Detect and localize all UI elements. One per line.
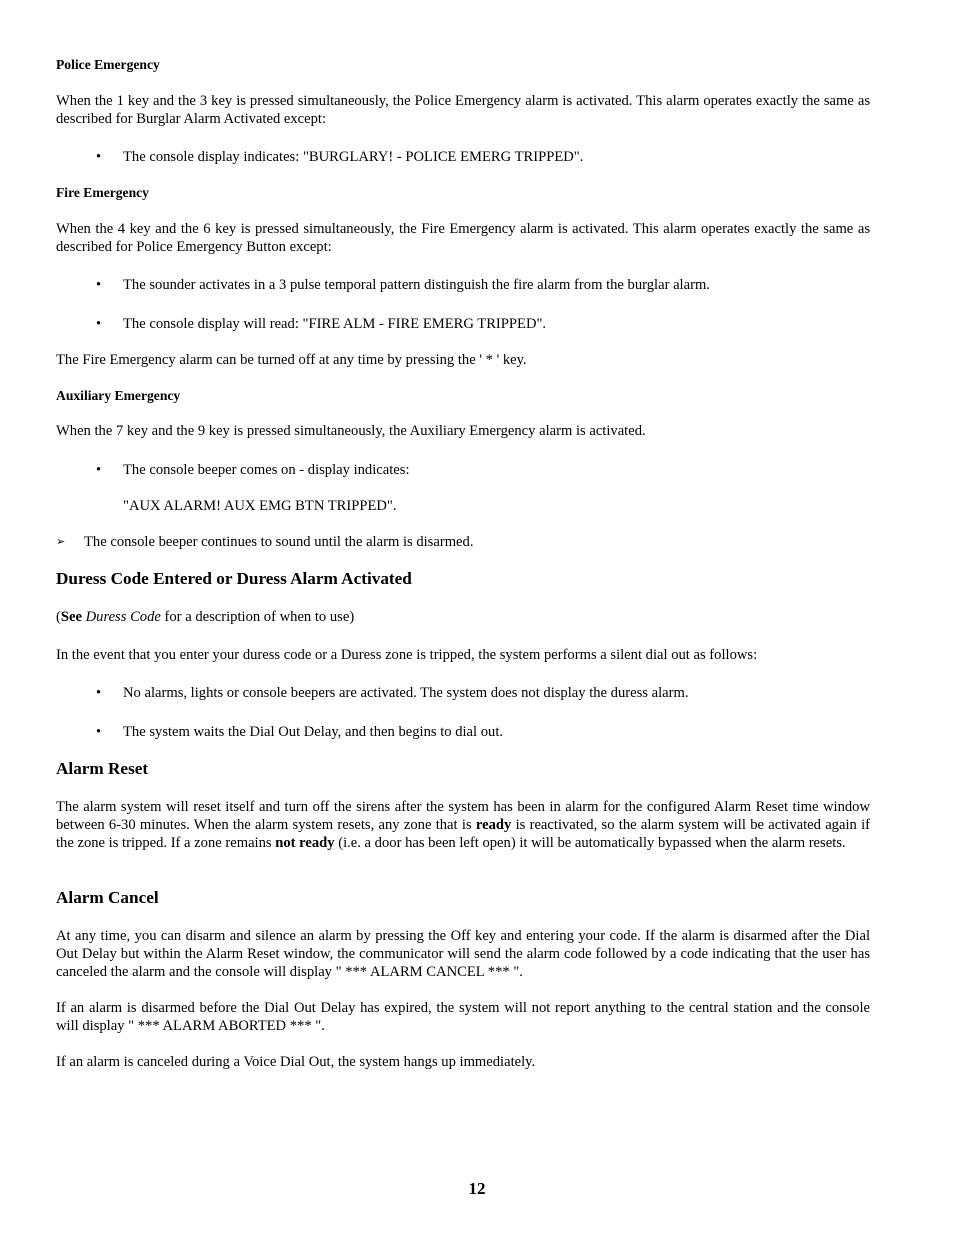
fire-bullet-text: The console display will read: "FIRE ALM - FIRE EMERG TRIPPED". bbox=[123, 316, 547, 332]
alarm-cancel-paragraph-1: At any time, you can disarm and silence an alarm by pressing the Off key and entering your code. If the alarm is disarmed after the Dial Out Delay but within the Alarm Reset window, the communicator will send the alarm code followed by a code indicating that the user has canceled the alarm and the console will display " *** ALARM CANCEL *** ". bbox=[56, 928, 870, 980]
alarm-cancel-heading: Alarm Cancel bbox=[56, 888, 159, 907]
bullet-icon: • bbox=[96, 316, 102, 332]
police-bullet-text: The console display indicates: "BURGLARY! - POLICE EMERG TRIPPED". bbox=[123, 149, 584, 165]
police-emergency-heading: Police Emergency bbox=[56, 57, 160, 72]
auxiliary-emergency-paragraph: When the 7 key and the 9 key is pressed simultaneously, the Auxiliary Emergency alarm is activated. bbox=[56, 423, 646, 439]
auxiliary-emergency-heading: Auxiliary Emergency bbox=[56, 388, 181, 403]
aux-arrow-text: The console beeper continues to sound until the alarm is disarmed. bbox=[84, 534, 474, 550]
duress-see-reference: (See Duress Code for a description of when to use) bbox=[56, 609, 355, 625]
police-emergency-paragraph: When the 1 key and the 3 key is pressed simultaneously, the Police Emergency alarm is activated. This alarm operates exactly the same as described for Burglar Alarm Activated except: bbox=[56, 93, 870, 127]
alarm-cancel-paragraph-3: If an alarm is canceled during a Voice Dial Out, the system hangs up immediately. bbox=[56, 1054, 536, 1070]
duress-bullet-text: No alarms, lights or console beepers are activated. The system does not display the duress alarm. bbox=[123, 685, 689, 701]
bullet-icon: • bbox=[96, 277, 102, 293]
fire-emergency-paragraph: When the 4 key and the 6 key is pressed simultaneously, the Fire Emergency alarm is activated. This alarm operates exactly the same as described for Police Emergency Button except: bbox=[56, 221, 870, 255]
fire-emergency-note: The Fire Emergency alarm can be turned off at any time by pressing the ' * ' key. bbox=[56, 352, 527, 368]
bullet-icon: • bbox=[96, 685, 102, 701]
alarm-reset-heading: Alarm Reset bbox=[56, 759, 149, 778]
duress-bullet-text: The system waits the Dial Out Delay, and then begins to dial out. bbox=[123, 724, 504, 740]
arrow-bullet-icon: ➢ bbox=[56, 535, 66, 548]
alarm-cancel-paragraph-2: If an alarm is disarmed before the Dial Out Delay has expired, the system will not report anything to the central station and the console will display " *** ALARM ABORTED *** ". bbox=[56, 1000, 870, 1034]
bullet-icon: • bbox=[96, 462, 102, 478]
duress-paragraph: In the event that you enter your duress code or a Duress zone is tripped, the system performs a silent dial out as follows: bbox=[56, 647, 758, 663]
bullet-icon: • bbox=[96, 724, 102, 740]
fire-bullet-text: The sounder activates in a 3 pulse temporal pattern distinguish the fire alarm from the burglar alarm. bbox=[123, 277, 710, 293]
alarm-reset-paragraph: The alarm system will reset itself and turn off the sirens after the system has been in alarm for the configured Alarm Reset time window between 6-30 minutes. When the alarm system resets, any zone that is ready is reactivated, so the alarm system will be activated again if the zone is tripped. If a zone remains not ready (i.e. a door has been left open) it will be automatically bypassed when the alarm resets. bbox=[56, 799, 871, 851]
bullet-icon: • bbox=[96, 149, 102, 165]
duress-heading: Duress Code Entered or Duress Alarm Activated bbox=[56, 569, 412, 588]
aux-bullet-text: The console beeper comes on - display indicates: bbox=[123, 462, 410, 478]
aux-bullet-continuation: "AUX ALARM! AUX EMG BTN TRIPPED". bbox=[123, 498, 397, 514]
page-number: 12 bbox=[468, 1179, 486, 1198]
fire-emergency-heading: Fire Emergency bbox=[56, 185, 149, 200]
